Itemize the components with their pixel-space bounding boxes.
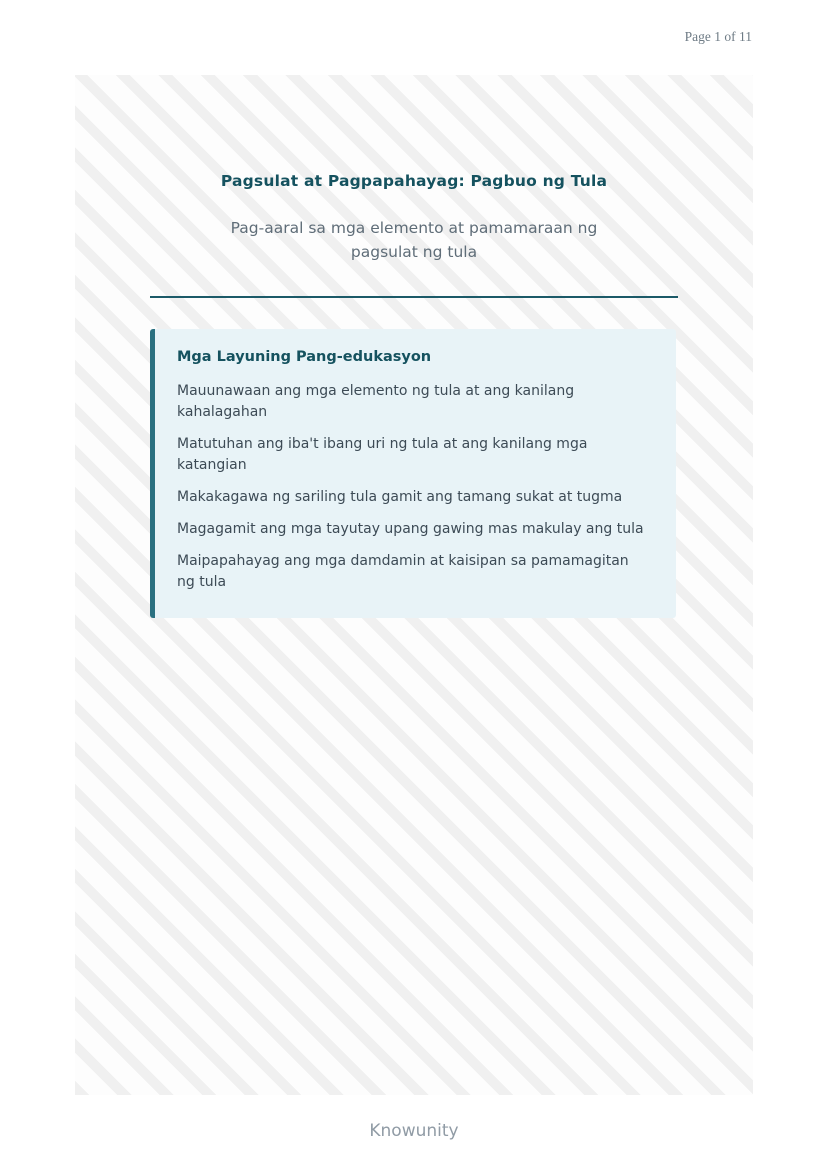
footer-brand: Knowunity <box>369 1121 459 1141</box>
document-title: Pagsulat at Pagpapahayag: Pagbuo ng Tula <box>220 172 608 190</box>
objective-item: Magagamit ang mga tayutay upang gawing mas makulay ang tula <box>177 521 644 537</box>
document-subtitle: Pag-aaral sa mga elemento at pamamaraan ng pagsulat ng tula <box>230 219 598 261</box>
objectives-box <box>150 329 676 618</box>
page-indicator: Page 1 of 11 <box>684 29 752 44</box>
title-divider <box>150 296 678 298</box>
objective-item: Mauunawaan ang mga elemento ng tula at ang kanilang kahalagahan <box>177 383 575 420</box>
objective-item: Makakagawa ng sariling tula gamit ang tamang sukat at tugma <box>177 489 623 505</box>
objective-item: Matutuhan ang iba't ibang uri ng tula at ang kanilang mga katangian <box>177 436 588 473</box>
objective-item: Maipapahayag ang mga damdamin at kaisipan sa pamamagitan ng tula <box>177 553 629 590</box>
objectives-heading: Mga Layuning Pang-edukasyon <box>177 349 432 365</box>
document-page <box>75 75 753 1095</box>
